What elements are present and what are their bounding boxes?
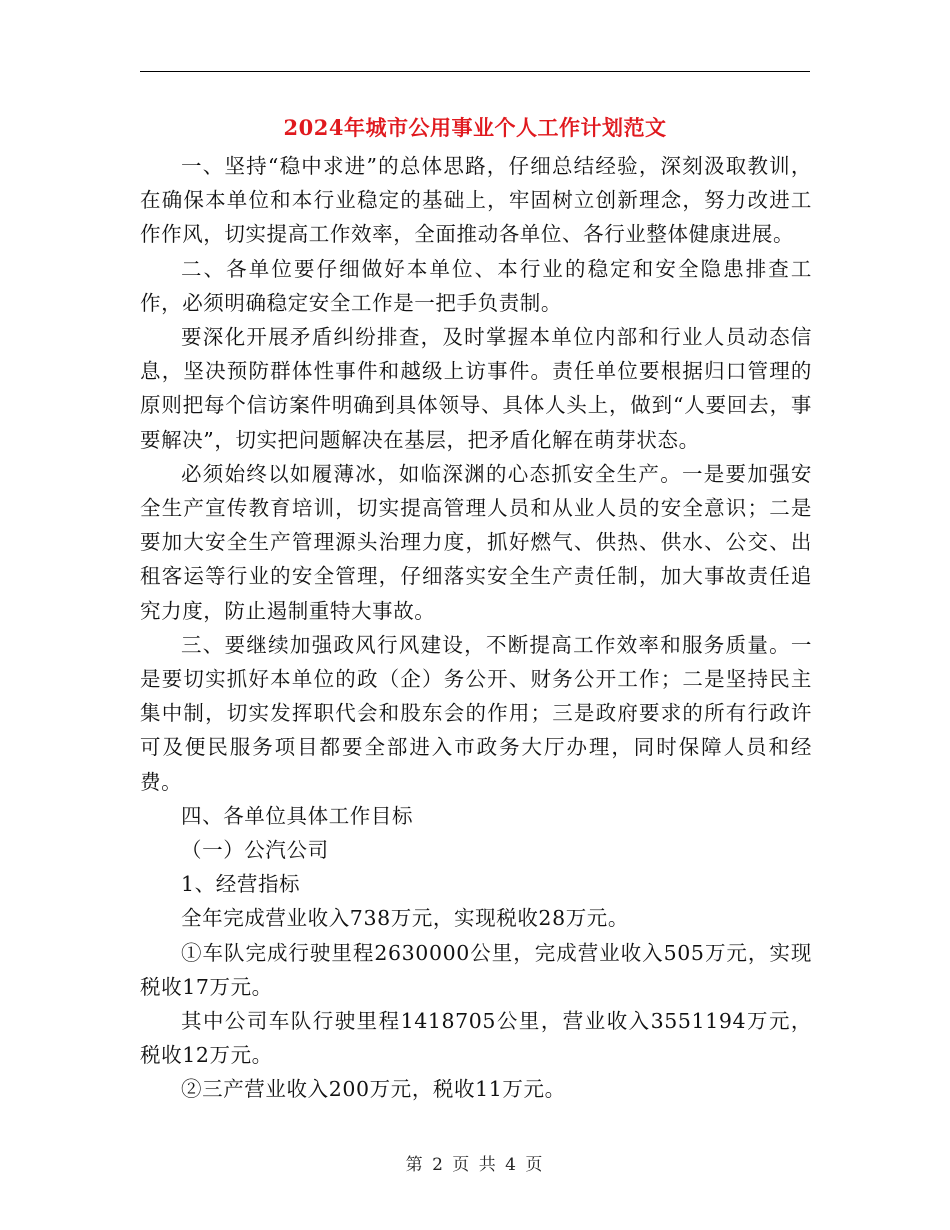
header-rule [140, 71, 810, 72]
document-body [140, 149, 812, 1107]
item-heading-business-indicators: 1、经营指标 [181, 872, 301, 897]
paragraph-tertiary-revenue: ②三产营业收入200万元，税收11万元。 [181, 1077, 566, 1102]
paragraph-4: 必须始终以如履薄冰，如临深渊的心态抓安全生产。一是要加强安全生产宣传教育培训，切实提高管理人员和从业人员的安全意识；二是要加大安全生产管理源头治理力度，抓好燃气、供热、供水、公交、出租客运等行业的安全管理，仔细落实安全生产责任制，加大事故责任追究力度，防止遏制重特大事故。 [140, 461, 812, 623]
paragraph-2: 二、各单位要仔细做好本单位、本行业的稳定和安全隐患排查工作，必须明确稳定安全工作是一把手负责制。 [140, 256, 812, 315]
paragraph-annual-revenue: 全年完成营业收入738万元，实现税收28万元。 [181, 906, 630, 931]
section-heading-targets: 四、各单位具体工作目标 [181, 803, 414, 828]
paragraph-3: 要深化开展矛盾纠纷排查，及时掌握本单位内部和行业人员动态信息，坚决预防群体性事件和越级上访事件。责任单位要根据归口管理的原则把每个信访案件明确到具体领导、具体人头上，做到“人要回去，事要解决”，切实把问题解决在基层，把矛盾化解在萌芽状态。 [140, 325, 812, 452]
subsection-heading-bus-company: （一）公汽公司 [181, 838, 329, 863]
paragraph-1: 一、坚持“稳中求进”的总体思路，仔细总结经验，深刻汲取教训，在确保本单位和本行业稳定的基础上，牢固树立创新理念，努力改进工作作风，切实提高工作效率，全面推动各单位、各行业整体健康进展。 [140, 154, 812, 247]
page-number: 第 2 页 共 4 页 [405, 1155, 545, 1175]
paragraph-5: 三、要继续加强政风行风建设，不断提高工作效率和服务质量。一是要切实抓好本单位的政（企）务公开、财务公开工作；二是坚持民主集中制，切实发挥职代会和股东会的作用；三是政府要求的所有行政许可及便民服务项目都要全部进入市政务大厅办理，同时保障人员和经费。 [140, 632, 812, 794]
paragraph-fleet-mileage: ①车队完成行驶里程2630000公里，完成营业收入505万元，实现税收17万元。 [140, 940, 812, 999]
document-title: 2024年城市公用事业个人工作计划范文 [283, 115, 667, 140]
paragraph-company-fleet: 其中公司车队行驶里程1418705公里，营业收入3551194万元，税收12万元。 [140, 1009, 812, 1068]
